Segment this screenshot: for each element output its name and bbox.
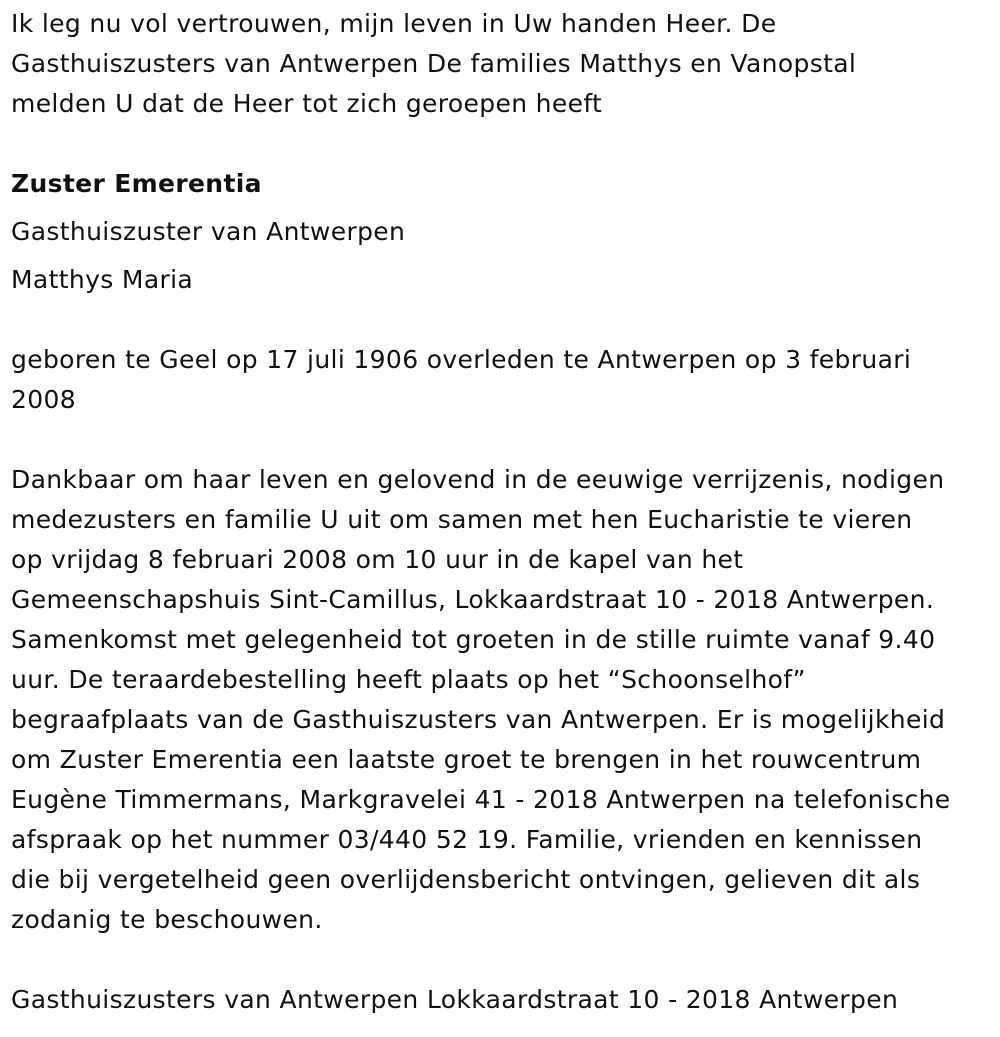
intro-line: Ik leg nu vol vertrouwen, mijn leven in Uw handen Heer. De [11, 9, 777, 38]
footer-address: Gasthuiszusters van Antwerpen Lokkaardstraat 10 - 2018 Antwerpen [11, 985, 899, 1014]
birth-death-line: geboren te Geel op 17 juli 1906 overleden te Antwerpen op 3 februari [11, 345, 912, 374]
body-line: uur. De teraardebestelling heeft plaats op het “Schoonselhof” [11, 665, 806, 694]
birth-death-paragraph [11, 340, 991, 420]
body-line: medezusters en familie U uit om samen met hen Eucharistie te vieren [11, 505, 913, 534]
intro-paragraph [11, 4, 991, 124]
intro-line: Gasthuiszusters van Antwerpen De families Matthys en Vanopstal [11, 49, 857, 78]
intro-line: melden U dat de Heer tot zich geroepen heeft [11, 89, 603, 118]
body-line: die bij vergetelheid geen overlijdensbericht ontvingen, gelieven dit als [11, 865, 921, 894]
body-line: Eugène Timmermans, Markgravelei 41 - 2018 Antwerpen na telefonische [11, 785, 951, 814]
body-line: Dankbaar om haar leven en gelovend in de eeuwige verrijzenis, nodigen [11, 465, 945, 494]
deceased-civil-name: Matthys Maria [11, 265, 194, 294]
body-line: op vrijdag 8 februari 2008 om 10 uur in de kapel van het [11, 545, 744, 574]
body-line: begraafplaats van de Gasthuiszusters van Antwerpen. Er is mogelijkheid [11, 705, 946, 734]
deceased-title: Gasthuiszuster van Antwerpen [11, 217, 406, 246]
body-line: zodanig te beschouwen. [11, 905, 323, 934]
birth-death-line: 2008 [11, 385, 77, 414]
body-line: Gemeenschapshuis Sint-Camillus, Lokkaardstraat 10 - 2018 Antwerpen. [11, 585, 935, 614]
deceased-name: Zuster Emerentia [11, 169, 262, 198]
body-line: om Zuster Emerentia een laatste groet te brengen in het rouwcentrum [11, 745, 922, 774]
body-paragraph [11, 460, 991, 940]
body-line: Samenkomst met gelegenheid tot groeten in de stille ruimte vanaf 9.40 [11, 625, 936, 654]
body-line: afspraak op het nummer 03/440 52 19. Familie, vrienden en kennissen [11, 825, 923, 854]
